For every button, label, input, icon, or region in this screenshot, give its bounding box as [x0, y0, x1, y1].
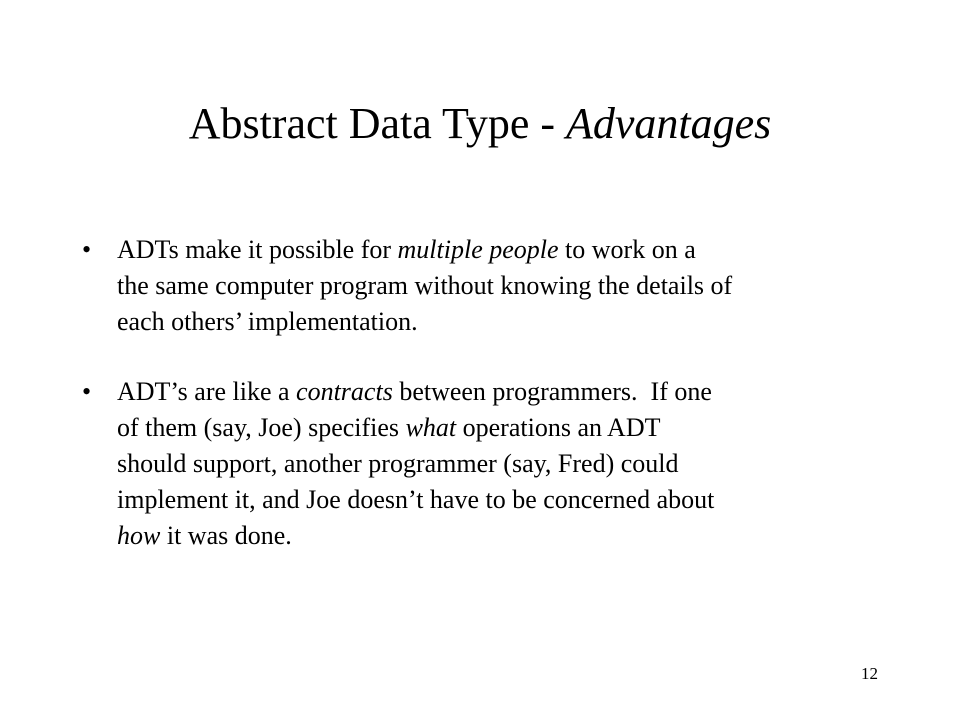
bullet-text: it was done. — [160, 521, 292, 550]
bullet-line — [117, 518, 872, 554]
bullet-item — [82, 232, 872, 340]
bullet-line — [117, 410, 872, 446]
bullet-text: to work on a — [558, 235, 696, 264]
bullet-marker: • — [82, 235, 92, 264]
bullet-text: should support, another programmer (say, Fred) could — [117, 449, 679, 478]
bullet-text: the same computer program without knowing the details of — [117, 271, 733, 300]
slide-title — [0, 96, 960, 152]
bullet-emphasis: how — [117, 521, 161, 550]
bullet-line — [117, 268, 872, 304]
bullet-line — [117, 304, 872, 340]
bullet-text: each others’ implementation. — [117, 307, 418, 336]
bullet-item — [82, 374, 872, 554]
slide-title-emphasis: Advantages — [566, 99, 772, 148]
bullet-text: ADT’s are like a — [117, 377, 297, 406]
bullet-emphasis: multiple people — [397, 235, 559, 264]
bullet-marker: • — [82, 377, 92, 406]
bullet-text: between programmers. If one — [392, 377, 712, 406]
slide-title-main: Abstract Data Type - — [188, 99, 566, 148]
bullet-text: of them (say, Joe) specifies — [117, 413, 406, 442]
bullet-line — [117, 374, 872, 410]
bullet-text: implement it, and Joe doesn’t have to be concerned about — [117, 485, 715, 514]
bullet-text: ADTs make it possible for — [117, 235, 398, 264]
bullet-line — [117, 482, 872, 518]
bullet-list — [82, 232, 872, 554]
bullet-line — [117, 446, 872, 482]
page-number: 12 — [861, 664, 878, 683]
bullet-line — [117, 232, 872, 268]
bullet-emphasis: what — [405, 413, 457, 442]
bullet-emphasis: contracts — [296, 377, 393, 406]
bullet-text: operations an ADT — [456, 413, 661, 442]
